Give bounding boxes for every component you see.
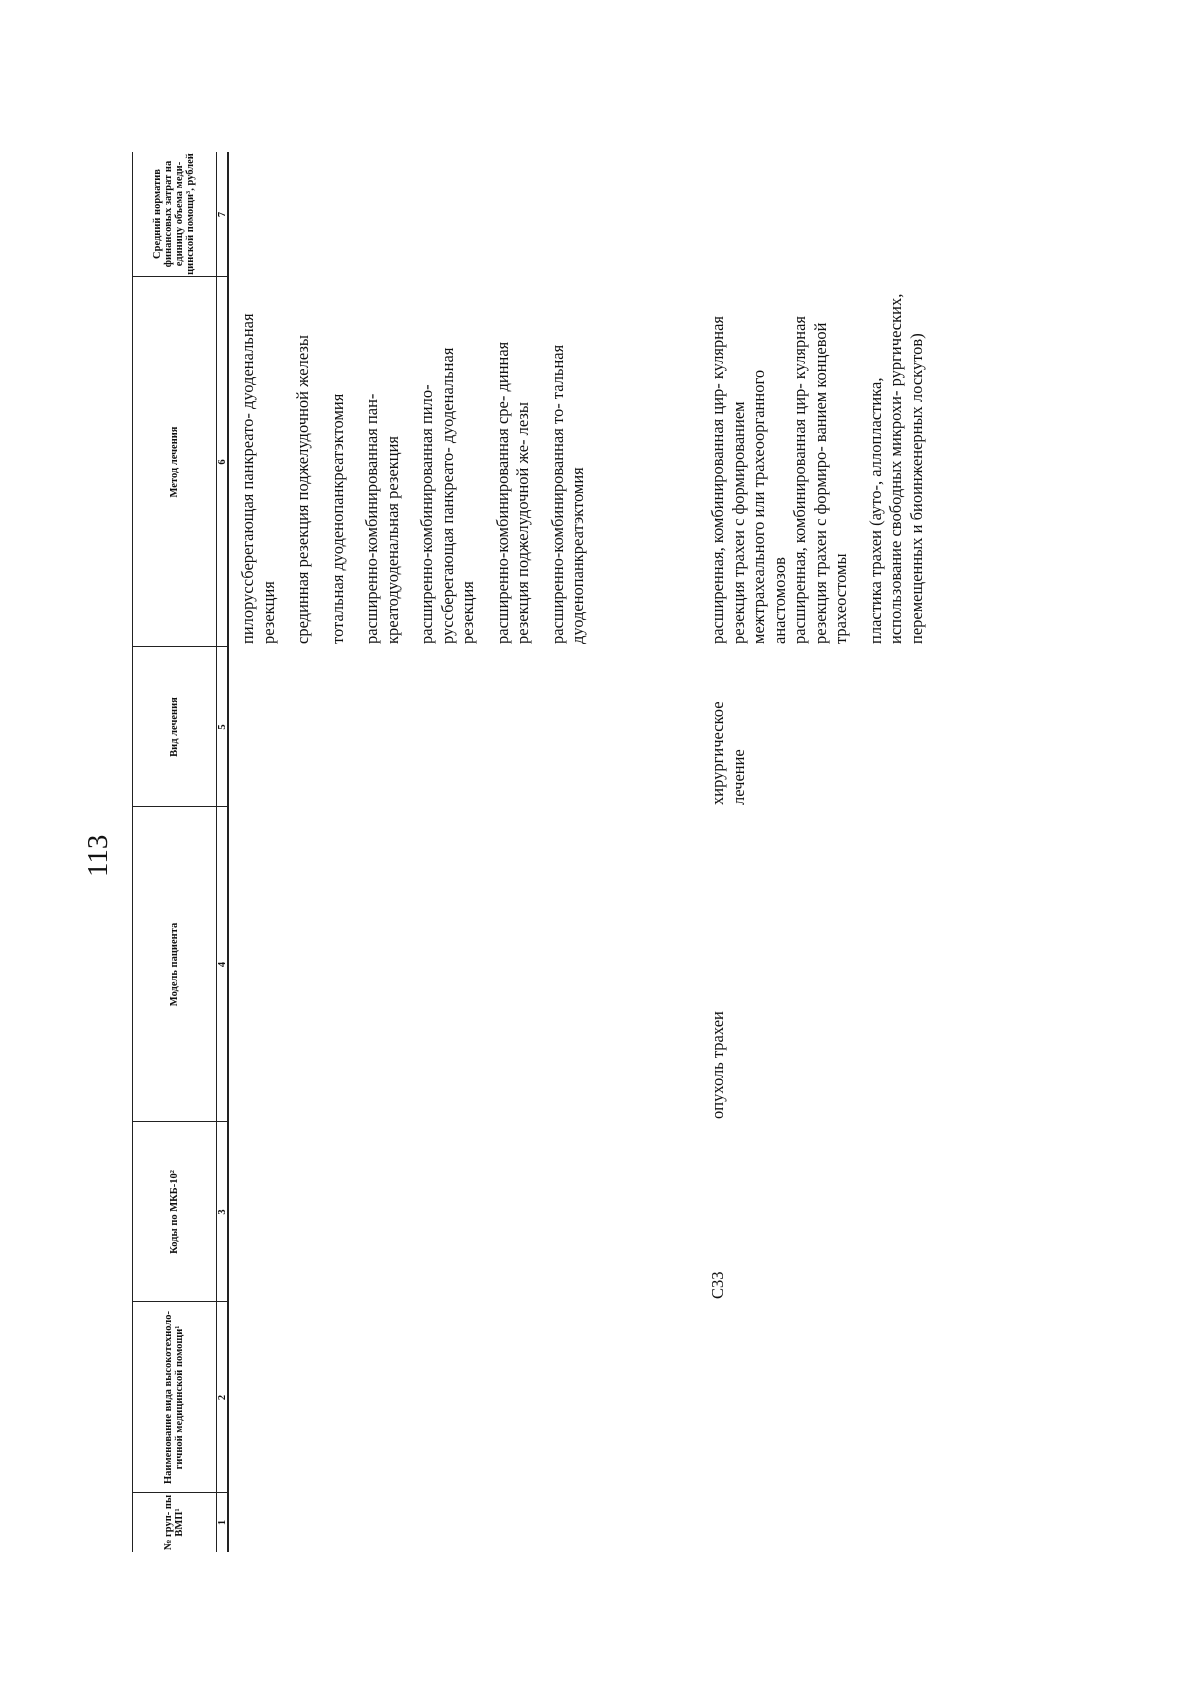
col-number-2: 2 bbox=[217, 1394, 228, 1401]
method-item: тотальная дуоденопанкреатэктомия bbox=[327, 393, 347, 644]
col-number-6: 6 bbox=[217, 459, 228, 465]
method-item: расширенно-комбинированная сре- динная резекция поджелудочной же- лезы bbox=[492, 341, 532, 644]
method-item: пластика трахеи (ауто-, аллопластика, использование свободных микрохи- рургических, перемещенных и биоинженерных лоскутов) bbox=[865, 293, 926, 644]
col-number-4: 4 bbox=[217, 961, 228, 968]
col-number-3: 3 bbox=[217, 1209, 228, 1215]
col-divider-6 bbox=[132, 276, 229, 277]
col-divider-2 bbox=[132, 1301, 229, 1302]
col-divider-3 bbox=[132, 1121, 229, 1122]
method-item: расширенная, комбинированная цир- кулярная резекция трахеи с формиро- ванием концевой трахеостомы bbox=[790, 315, 850, 644]
method-item: пилоруссберегающая панкреато- дуоденальная резекция bbox=[238, 313, 278, 644]
header-patient-model: Модель пациента bbox=[168, 922, 180, 1007]
header-treatment-type: Вид лечения bbox=[168, 697, 180, 757]
col-divider-4 bbox=[132, 806, 229, 807]
method-item: расширенно-комбинированная пан- креатодуоденальная резекция bbox=[362, 393, 402, 644]
page-number: 113 bbox=[82, 834, 114, 877]
col-divider-5 bbox=[132, 646, 229, 647]
header-avg-cost: Средний норматив финансовых затрат на единицу объема меди- цинской помощи³, рублей bbox=[152, 153, 196, 275]
icd-code-cell: C33 bbox=[708, 1271, 727, 1299]
method-item: срединная резекция поджелудочной железы bbox=[293, 335, 312, 644]
header-top-border bbox=[132, 152, 133, 1552]
row-methods-list bbox=[708, 289, 941, 644]
method-item: расширенная, комбинированная цир- кулярная резекция трахеи с формированием межтрахеального или трахеоорганного анастомозов bbox=[708, 315, 789, 644]
upper-methods-list bbox=[238, 289, 603, 644]
col-number-1: 1 bbox=[217, 1519, 228, 1526]
treatment-type-cell: хирургическое лечение bbox=[708, 701, 748, 805]
col-number-5: 5 bbox=[217, 724, 228, 730]
header-group-number: № груп- пы ВМП¹ bbox=[163, 1494, 185, 1551]
header-icd-codes: Коды по МКБ-10² bbox=[168, 1170, 180, 1254]
header-treatment-method: Метод лечения bbox=[168, 426, 180, 498]
method-item: расширенно-комбинированная то- тальная дуоденопанкреатэктомия bbox=[547, 344, 587, 644]
col-number-7: 7 bbox=[217, 211, 228, 218]
patient-model-cell: опухоль трахеи bbox=[708, 1011, 727, 1119]
method-item: расширенно-комбинированная пило- руссберегающая панкреато- дуоденальная резекция bbox=[417, 347, 477, 644]
header-vmp-name: Наименование вида высокотехноло- гичной медицинской помощи¹ bbox=[163, 1311, 185, 1484]
